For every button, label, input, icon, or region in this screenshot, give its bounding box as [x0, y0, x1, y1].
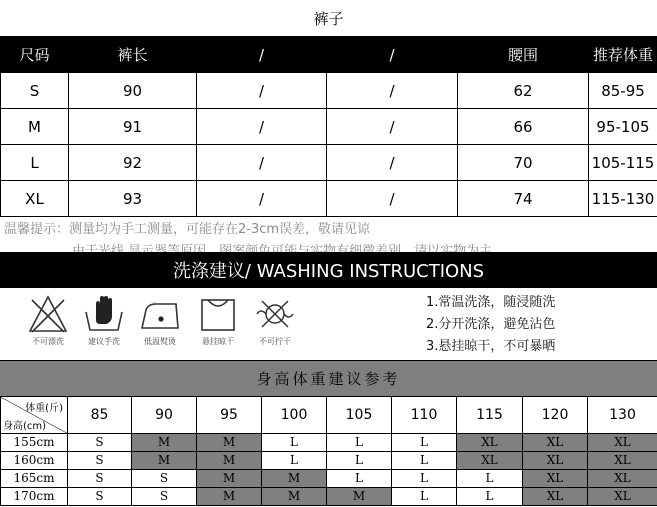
height-row — [1, 488, 657, 506]
size-cell: L — [327, 452, 392, 470]
weight-header-cell: 100 — [262, 397, 327, 434]
weight-header-cell: 110 — [392, 397, 457, 434]
size-cell: S — [68, 470, 132, 488]
height-cell: 170cm — [1, 488, 68, 506]
size-chart-title: 身高体重建议参考 — [0, 360, 657, 396]
size-cell: M — [262, 470, 327, 488]
height-cell: 155cm — [1, 434, 68, 452]
size-cell: XL — [523, 470, 588, 488]
size-cell: XL — [588, 434, 657, 452]
size-cell: L — [392, 434, 457, 452]
pants-cell: 92 — [69, 145, 197, 181]
pants-cell: 93 — [69, 181, 197, 217]
pants-header-cell: / — [197, 37, 327, 73]
pants-cell: L — [1, 145, 69, 181]
size-cell: S — [68, 488, 132, 506]
pants-header-cell: 推荐体重 — [589, 37, 657, 73]
pants-cell: 66 — [458, 109, 589, 145]
pants-cell: / — [197, 181, 327, 217]
weight-axis-label: 体重(斤) — [25, 403, 63, 414]
pants-cell: / — [197, 73, 327, 109]
weight-header-cell: 95 — [197, 397, 262, 434]
watermark: ✦ — [150, 298, 159, 309]
pants-cell: / — [327, 109, 458, 145]
pants-header-cell: 腰围 — [458, 37, 589, 73]
size-cell: S — [68, 434, 132, 452]
diagonal-header-cell — [1, 397, 68, 434]
size-cell: XL — [588, 488, 657, 506]
washing-section — [0, 288, 657, 360]
pants-cell: 105-115 — [589, 145, 657, 181]
pants-cell: / — [197, 109, 327, 145]
pants-cell: 95-105 — [589, 109, 657, 145]
pants-size-table — [0, 36, 657, 217]
no-bleach-icon — [22, 294, 74, 356]
size-cell: XL — [523, 488, 588, 506]
pants-cell: / — [327, 145, 458, 181]
size-cell: XL — [523, 434, 588, 452]
size-cell: S — [132, 488, 197, 506]
size-cell: M — [262, 488, 327, 506]
size-cell: XL — [588, 470, 657, 488]
pants-cell: S — [1, 73, 69, 109]
weight-header-cell: 90 — [132, 397, 197, 434]
size-cell: S — [132, 470, 197, 488]
icon-label: 低温熨烫 — [144, 337, 176, 346]
size-cell: L — [392, 470, 457, 488]
pants-cell: 91 — [69, 109, 197, 145]
pants-header-cell: / — [327, 37, 458, 73]
size-cell: XL — [588, 452, 657, 470]
size-cell: L — [457, 470, 523, 488]
weight-header-cell: 115 — [457, 397, 523, 434]
icon-label: 不可拧干 — [259, 337, 291, 346]
weight-header-cell: 130 — [588, 397, 657, 434]
size-cell: XL — [457, 452, 523, 470]
pants-cell: XL — [1, 181, 69, 217]
size-cell: L — [262, 452, 327, 470]
size-cell: M — [197, 470, 262, 488]
height-weight-table — [0, 396, 657, 506]
pants-cell: 70 — [458, 145, 589, 181]
pants-header-row — [1, 37, 657, 73]
weight-header-cell: 120 — [523, 397, 588, 434]
pants-cell: / — [327, 181, 458, 217]
pants-cell: 115-130 — [589, 181, 657, 217]
pants-cell: 62 — [458, 73, 589, 109]
pants-header-cell: 裤长 — [69, 37, 197, 73]
weight-header-cell: 105 — [327, 397, 392, 434]
size-cell: L — [262, 434, 327, 452]
size-cell: L — [327, 434, 392, 452]
size-cell: XL — [523, 452, 588, 470]
size-cell: M — [132, 452, 197, 470]
size-cell: M — [327, 488, 392, 506]
hang-dry-icon — [192, 294, 244, 356]
washing-tip-3: 3.悬挂晾干，不可暴晒 — [426, 339, 556, 354]
size-cell: M — [197, 434, 262, 452]
pants-table-title: 裤子 — [313, 9, 344, 28]
height-cell: 160cm — [1, 452, 68, 470]
size-cell: L — [392, 488, 457, 506]
height-row — [1, 452, 657, 470]
size-cell: M — [197, 452, 262, 470]
size-cell: M — [197, 488, 262, 506]
icon-label: 悬挂晾干 — [202, 337, 234, 346]
pants-cell: / — [327, 73, 458, 109]
icon-label: 不可漂洗 — [32, 337, 64, 346]
pants-size-row — [1, 109, 657, 145]
pants-size-row — [1, 73, 657, 109]
weight-header-cell: 85 — [68, 397, 132, 434]
washing-title: 洗涤建议/ WASHING INSTRUCTIONS — [0, 252, 657, 288]
pants-cell: 90 — [69, 73, 197, 109]
pants-cell: 85-95 — [589, 73, 657, 109]
size-cell: L — [457, 488, 523, 506]
icon-label: 建议手洗 — [88, 337, 120, 346]
height-row — [1, 434, 657, 452]
size-cell: M — [132, 434, 197, 452]
size-cell: XL — [457, 434, 523, 452]
size-cell: L — [392, 452, 457, 470]
height-axis-label: 身高(cm) — [3, 421, 47, 432]
height-cell: 165cm — [1, 470, 68, 488]
low-iron-icon — [134, 294, 186, 356]
no-wring-icon — [249, 294, 301, 356]
size-cell: L — [327, 470, 392, 488]
pants-size-row — [1, 181, 657, 217]
washing-tip-1: 1.常温洗涤，随浸随洗 — [426, 295, 556, 310]
pants-cell: / — [197, 145, 327, 181]
pants-cell: M — [1, 109, 69, 145]
hand-wash-icon — [78, 294, 130, 356]
washing-tip-2: 2.分开洗涤，避免沾色 — [426, 317, 556, 332]
height-row — [1, 470, 657, 488]
pants-size-row — [1, 145, 657, 181]
pants-cell: 74 — [458, 181, 589, 217]
size-cell: S — [68, 452, 132, 470]
measurement-note: 温馨提示：测量均为手工测量，可能存在2-3cm误差，敬请见谅 — [4, 222, 371, 237]
pants-header-cell: 尺码 — [1, 37, 69, 73]
